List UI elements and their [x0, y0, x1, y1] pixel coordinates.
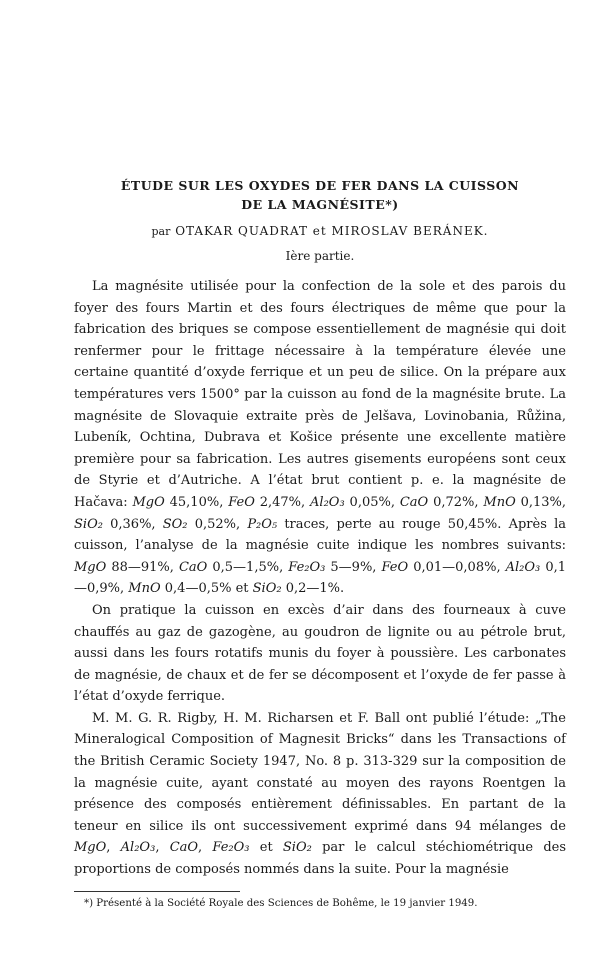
formula: Fe₂O₃ — [212, 840, 250, 856]
formula: SiO₂ — [282, 840, 312, 856]
formula: Al₂O₃ — [120, 840, 156, 856]
formula: Fe₂O₃ — [288, 559, 326, 575]
formula: FeO — [381, 559, 409, 575]
formula: SO₂ — [162, 516, 188, 532]
value: 45,10%, — [164, 494, 229, 510]
article-body — [74, 276, 566, 881]
formula: P₂O₅ — [247, 516, 278, 532]
formula: SiO₂ — [252, 581, 282, 597]
value: 0,52%, — [187, 516, 248, 532]
value: 0,05%, — [344, 494, 400, 510]
paragraph-2: On pratique la cuisson en excès d’air dans des fourneaux à cuve chauffés au gaz de gazogène, au goudron de lignite ou au pétrole brut, aussi dans les fours rotatifs munis du foyer à poussière. Les carbonates de magnésie, de chaux et de fer se décomposent et l’oxyde de fer passe à l’état d’oxyde ferrique. — [74, 602, 566, 705]
value: 0,72%, — [428, 494, 484, 510]
separator: , — [198, 840, 213, 856]
formula: MnO — [128, 581, 161, 597]
authors-names: OTAKAR QUADRAT et MIROSLAV BERÁNEK. — [175, 224, 489, 238]
value: 0,01—0,08%, — [408, 559, 506, 575]
paragraph-3-rest: par le calcul stéchiométrique des proportions de composés nommés dans la suite. Pour la magnésie — [74, 840, 567, 878]
paragraph-3-text: M. M. G. R. Rigby, H. M. Richarsen et F. Ball ont publié l’étude: „The Mineralogical Composition of Magnesit Bricks“ dans les Transactions of the British Ceramic Society 1947, No. 8 p. 313-329 sur la composition de la magnésie cuite, ayant constaté au moyen des rayons Roentgen la présence des composés entièrement définissables. En partant de la teneur en silice ils ont successivement exprimé dans 94 mélanges de — [74, 710, 566, 834]
footnote-divider — [74, 891, 240, 892]
formula: CaO — [399, 494, 429, 510]
part-heading: Ière partie. — [285, 249, 355, 263]
formula: MgO — [132, 494, 165, 510]
formula: SiO₂ — [74, 516, 103, 532]
separator: , — [155, 840, 170, 856]
formula: Al₂O₃ — [310, 494, 345, 510]
value: 0,4—0,5% et — [160, 581, 253, 597]
value: 88—91%, — [106, 559, 179, 575]
separator: et — [249, 840, 283, 856]
title-line-2: DE LA MAGNÉSITE*) — [241, 197, 399, 212]
authors-line — [74, 222, 566, 241]
article-title — [74, 176, 566, 214]
value: 0,13%, — [515, 494, 567, 510]
formula: FeO — [228, 494, 255, 510]
formula: CaO — [178, 559, 208, 575]
title-line-1: ÉTUDE SUR LES OXYDES DE FER DANS LA CUISSON — [120, 178, 520, 193]
value: 0,1—0,9%, — [74, 559, 567, 597]
formula: MgO — [74, 559, 107, 575]
value: 2,47%, — [254, 494, 311, 510]
value: 0,5—1,5%, — [207, 559, 289, 575]
footnote: *) Présenté à la Société Royale des Sciences de Bohême, le 19 janvier 1949. — [84, 897, 478, 909]
formula: MgO — [74, 840, 107, 856]
authors-prefix: par — [151, 225, 171, 238]
formula: Al₂O₃ — [505, 559, 541, 575]
value: 0,2—1%. — [281, 581, 345, 597]
paragraph-3 — [74, 708, 566, 881]
formula: MnO — [483, 494, 516, 510]
paragraph-1 — [74, 276, 566, 600]
separator: , — [106, 840, 121, 856]
value: 0,36%, — [102, 516, 163, 532]
formula: CaO — [169, 840, 199, 856]
value: 5—9%, — [325, 559, 382, 575]
value: traces, perte au rouge 50,45%. Après la cuisson, l’analyse de la magnésie cuite indique les nombres suivants: — [74, 516, 566, 554]
paragraph-1-text: La magnésite utilisée pour la confection de la sole et des parois du foyer des fours Martin et des fours électriques de même que pour la fabrication des briques se compose essentiellement de magnésie qui doit renfermer pour le frittage nécessaire à la température élevée une certaine quantité d’oxyde ferrique et un peu de silice. On la prépare aux températures vers 1500° par la cuisson au fond de la magnésite brute. La magnésite de Slovaquie extraite près de Jelšava, Lovinobania, Růžina, Lubeník, Ochtina, Dubrava et Košice présente une excellente matière première pour sa fabrication. Les autres gisements européens sont ceux de Styrie et d’Autriche. A l’état brut contient p. e. la magnésite de Hačava: — [74, 279, 566, 510]
